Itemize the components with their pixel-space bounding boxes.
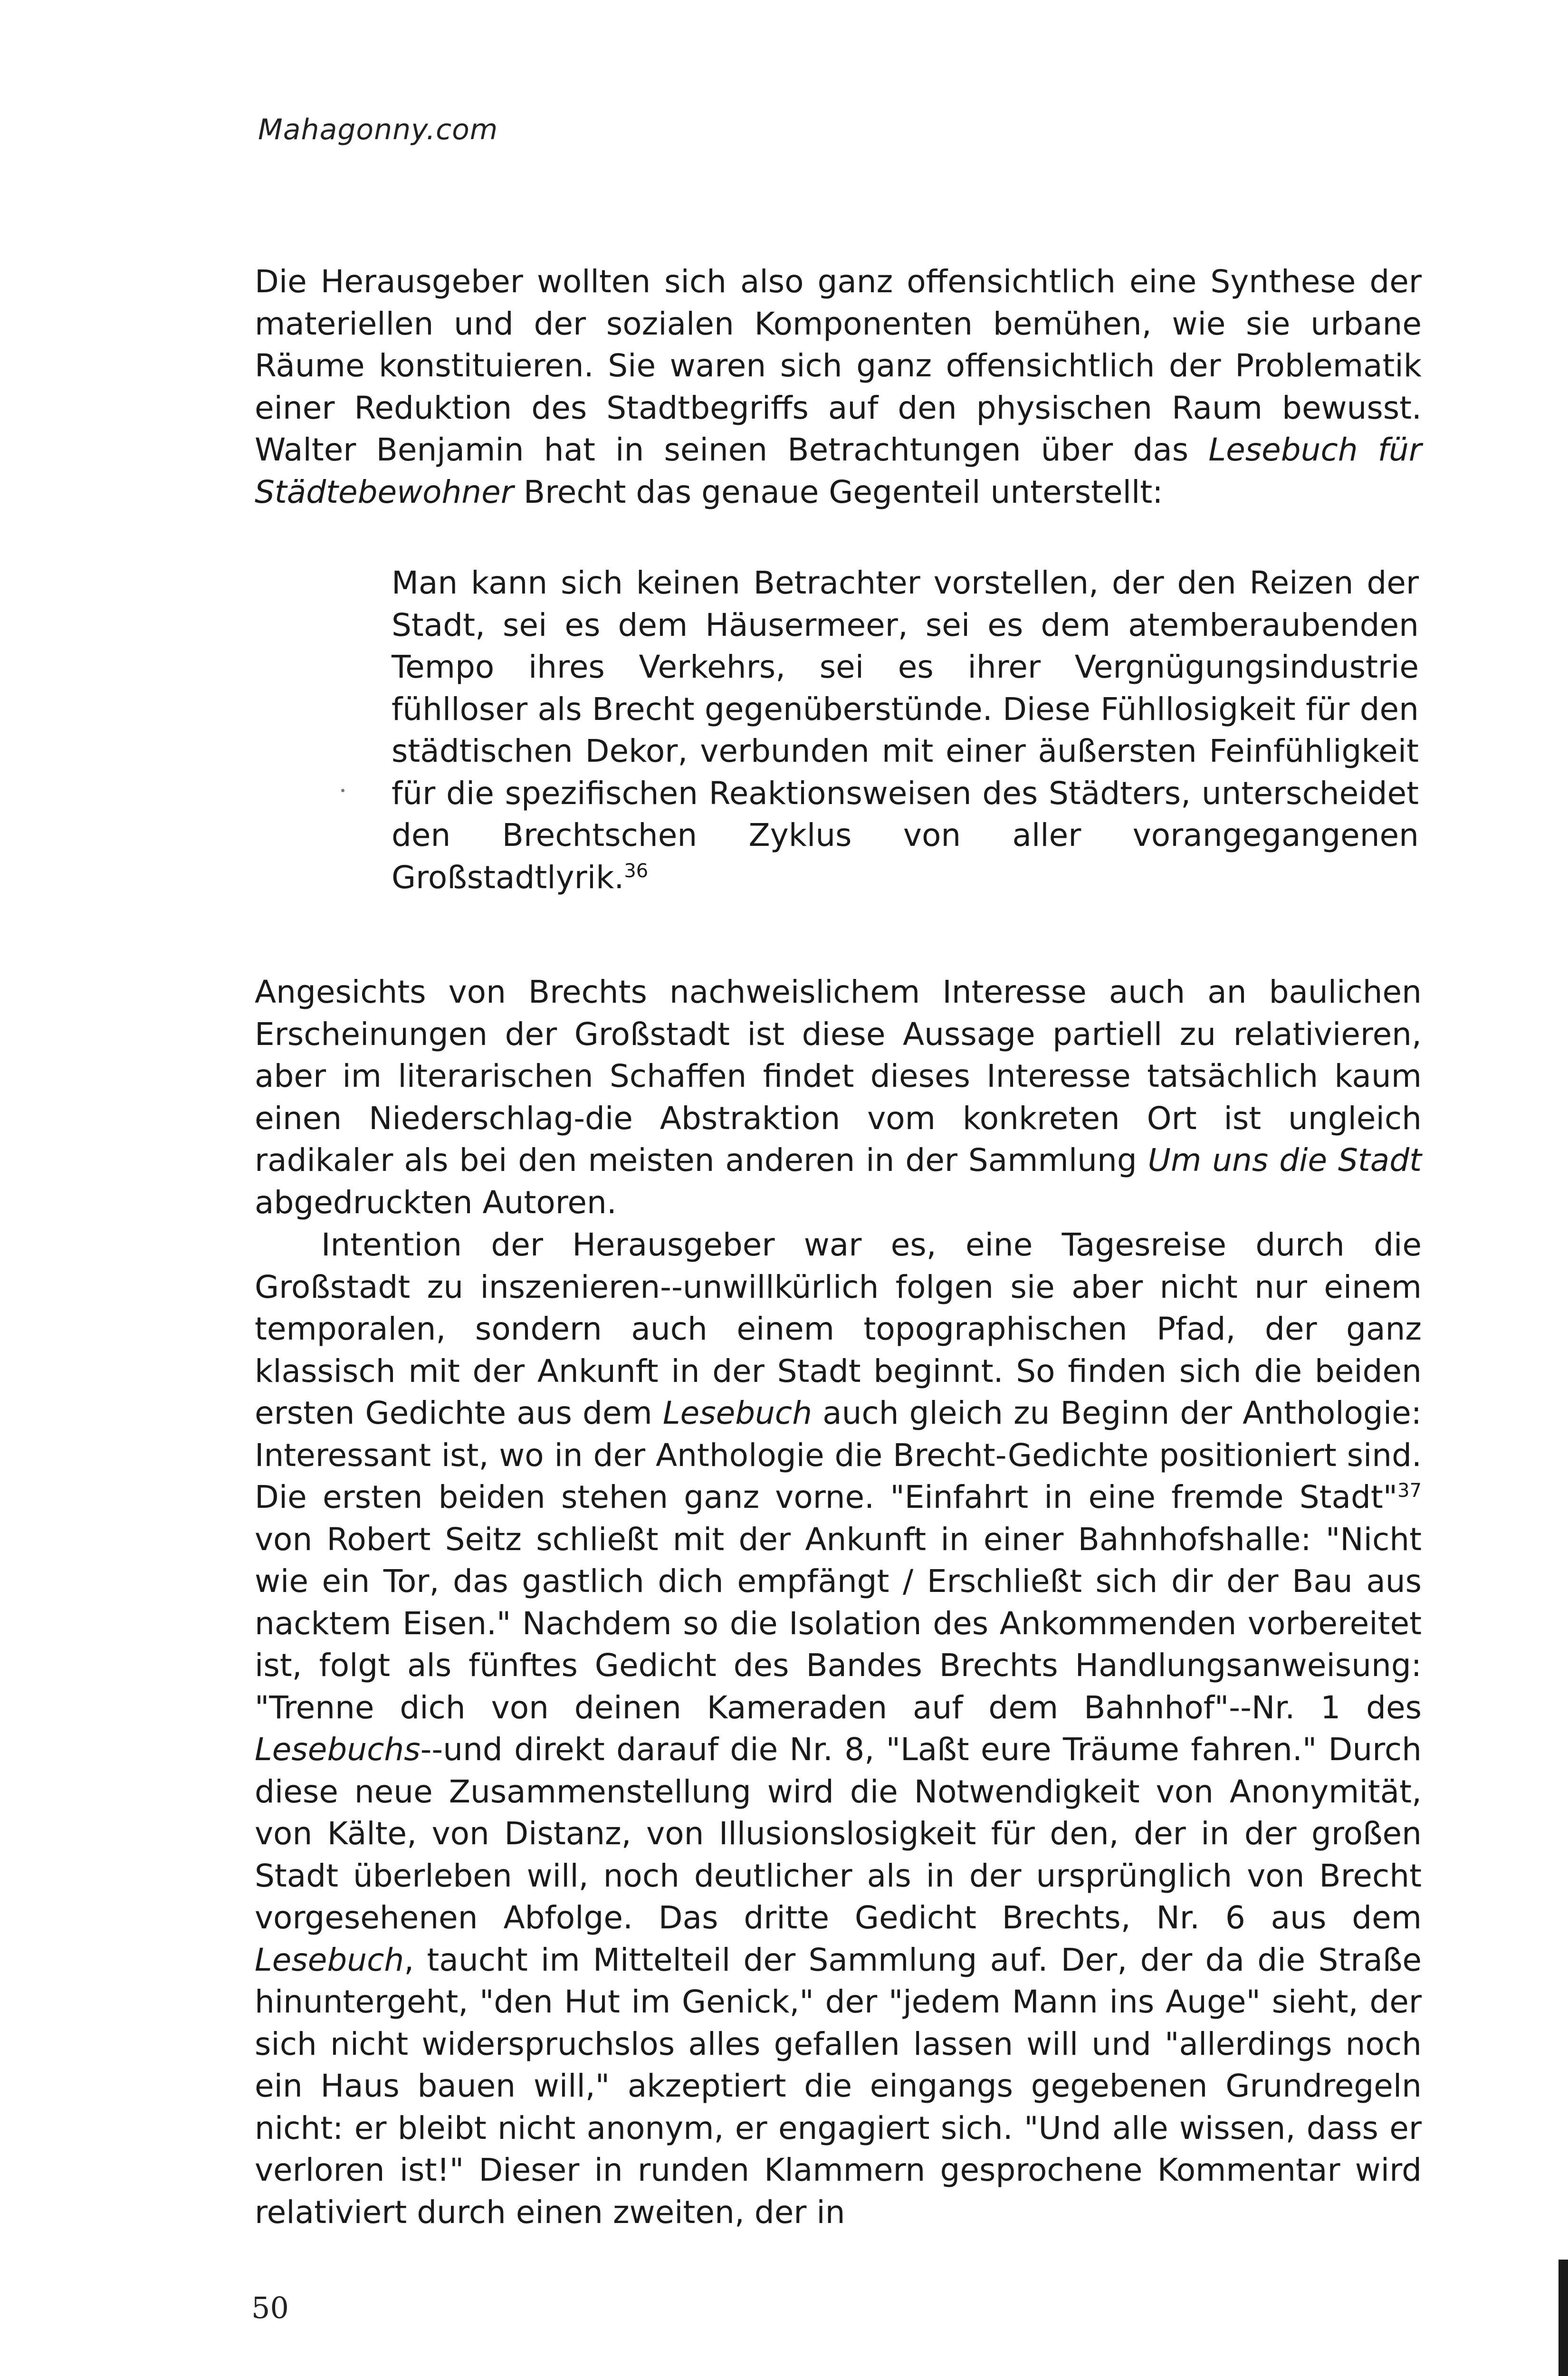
running-head: Mahagonny.com [258, 113, 498, 146]
scan-speck [341, 789, 344, 792]
text-run: abgedruckten Autoren. [255, 1184, 617, 1221]
text-run: --und direkt darauf die Nr. 8, "Laßt eure Träume fahren." Durch diese neue Zusammenstellung wird die Notwendigkeit von Anonymität, von Kälte, von Distanz, von Illusionslosigkeit für den, der in der großen Stadt überleben will, noch deutlicher als in der ursprünglich von Brecht vorgesehenen Abfolge. Das dritte Gedicht Brechts, Nr. 6 aus dem [255, 1731, 1422, 1936]
text-run: Die Herausgeber wollten sich also ganz offensichtlich eine Synthese der materiellen und der sozialen Komponenten bemühen, wie sie urbane Räume konstituieren. Sie waren sich ganz offensichtlich der Problematik einer Reduktion des Stadtbegriffs auf den physischen Raum bewusst. Walter Benjamin hat in seinen Betrachtungen über das [255, 263, 1422, 468]
text-run: Man kann sich keinen Betrachter vorstellen, der den Reizen der Stadt, sei es dem Häusermeer, sei es dem atemberaubenden Tempo ihres Verkehrs, sei es ihrer Vergnügungsindustrie fühlloser als Brecht gegenüberstünde. Diese Fühllosigkeit für den städtischen Dekor, verbunden mit einer äußersten Feinfühligkeit für die spezifischen Reaktionsweisen des Städters, unterscheidet den Brechtschen Zyklus von aller vorangegangenen Großstadtlyrik. [392, 565, 1419, 896]
text-run: auch gleich zu Beginn der Anthologie: Interessant ist, wo in der Anthologie die Brecht-Gedichte positioniert sind. Die ersten beiden stehen ganz vorne. "Einfahrt in eine fremde Stadt" [255, 1395, 1422, 1515]
block-quote-benjamin [392, 562, 1419, 899]
body-paragraph-3 [255, 1224, 1422, 2233]
text-run: Brecht das genaue Gegenteil unterstellt: [513, 473, 1163, 510]
italic-title: Lesebuch [662, 1395, 813, 1431]
body-paragraph-2 [255, 971, 1422, 1224]
italic-title: Lesebuchs [255, 1731, 421, 1768]
page-number: 50 [251, 2290, 289, 2325]
italic-title: Um uns die Stadt [1147, 1142, 1422, 1178]
scan-edge-mark [1558, 2260, 1568, 2376]
body-paragraph-1 [255, 261, 1422, 513]
italic-title: Lesebuch für Städtebewohner [255, 431, 1422, 510]
italic-title: Lesebuch [255, 1941, 404, 1978]
text-run: von Robert Seitz schließt mit der Ankunft in einer Bahnhofshalle: "Nicht wie ein Tor, das gastlich dich empfängt / Erschließt sich dir der Bau aus nacktem Eisen." Nachdem so die Isolation des Ankommenden vorbereitet ist, folgt als fünftes Gedicht des Bandes Brechts Handlungsanweisung: "Trenne dich von deinen Kameraden auf dem Bahnhof"--Nr. 1 des [255, 1521, 1422, 1726]
footnote-marker: 37 [1397, 1480, 1422, 1502]
text-run: , taucht im Mittelteil der Sammlung auf. Der, der da die Straße hinuntergeht, "den Hut im Genick," der "jedem Mann ins Auge" sieht, der sich nicht widerspruchslos alles gefallen lassen will und "allerdings noch ein Haus bauen will," akzeptiert die eingangs gegebenen Grundregeln nicht: er bleibt nicht anonym, er engagiert sich. "Und alle wissen, dass er verloren ist!" Dieser in runden Klammern gesprochene Kommentar wird relativiert durch einen zweiten, der in [255, 1941, 1422, 2231]
text-run: Angesichts von Brechts nachweislichem Interesse auch an baulichen Erscheinungen der Großstadt ist diese Aussage partiell zu relativieren, aber im literarischen Schaffen findet dieses Interesse tatsächlich kaum einen Niederschlag-die Abstraktion vom konkreten Ort ist ungleich radikaler als bei den meisten anderen in der Sammlung [255, 974, 1422, 1178]
text-run: Intention der Herausgeber war es, eine Tagesreise durch die Großstadt zu inszenieren--unwillkürlich folgen sie aber nicht nur einem temporalen, sondern auch einem topographischen Pfad, der ganz klassisch mit der Ankunft in der Stadt beginnt. So finden sich die beiden ersten Gedichte aus dem [255, 1226, 1422, 1431]
footnote-marker: 36 [624, 860, 649, 882]
